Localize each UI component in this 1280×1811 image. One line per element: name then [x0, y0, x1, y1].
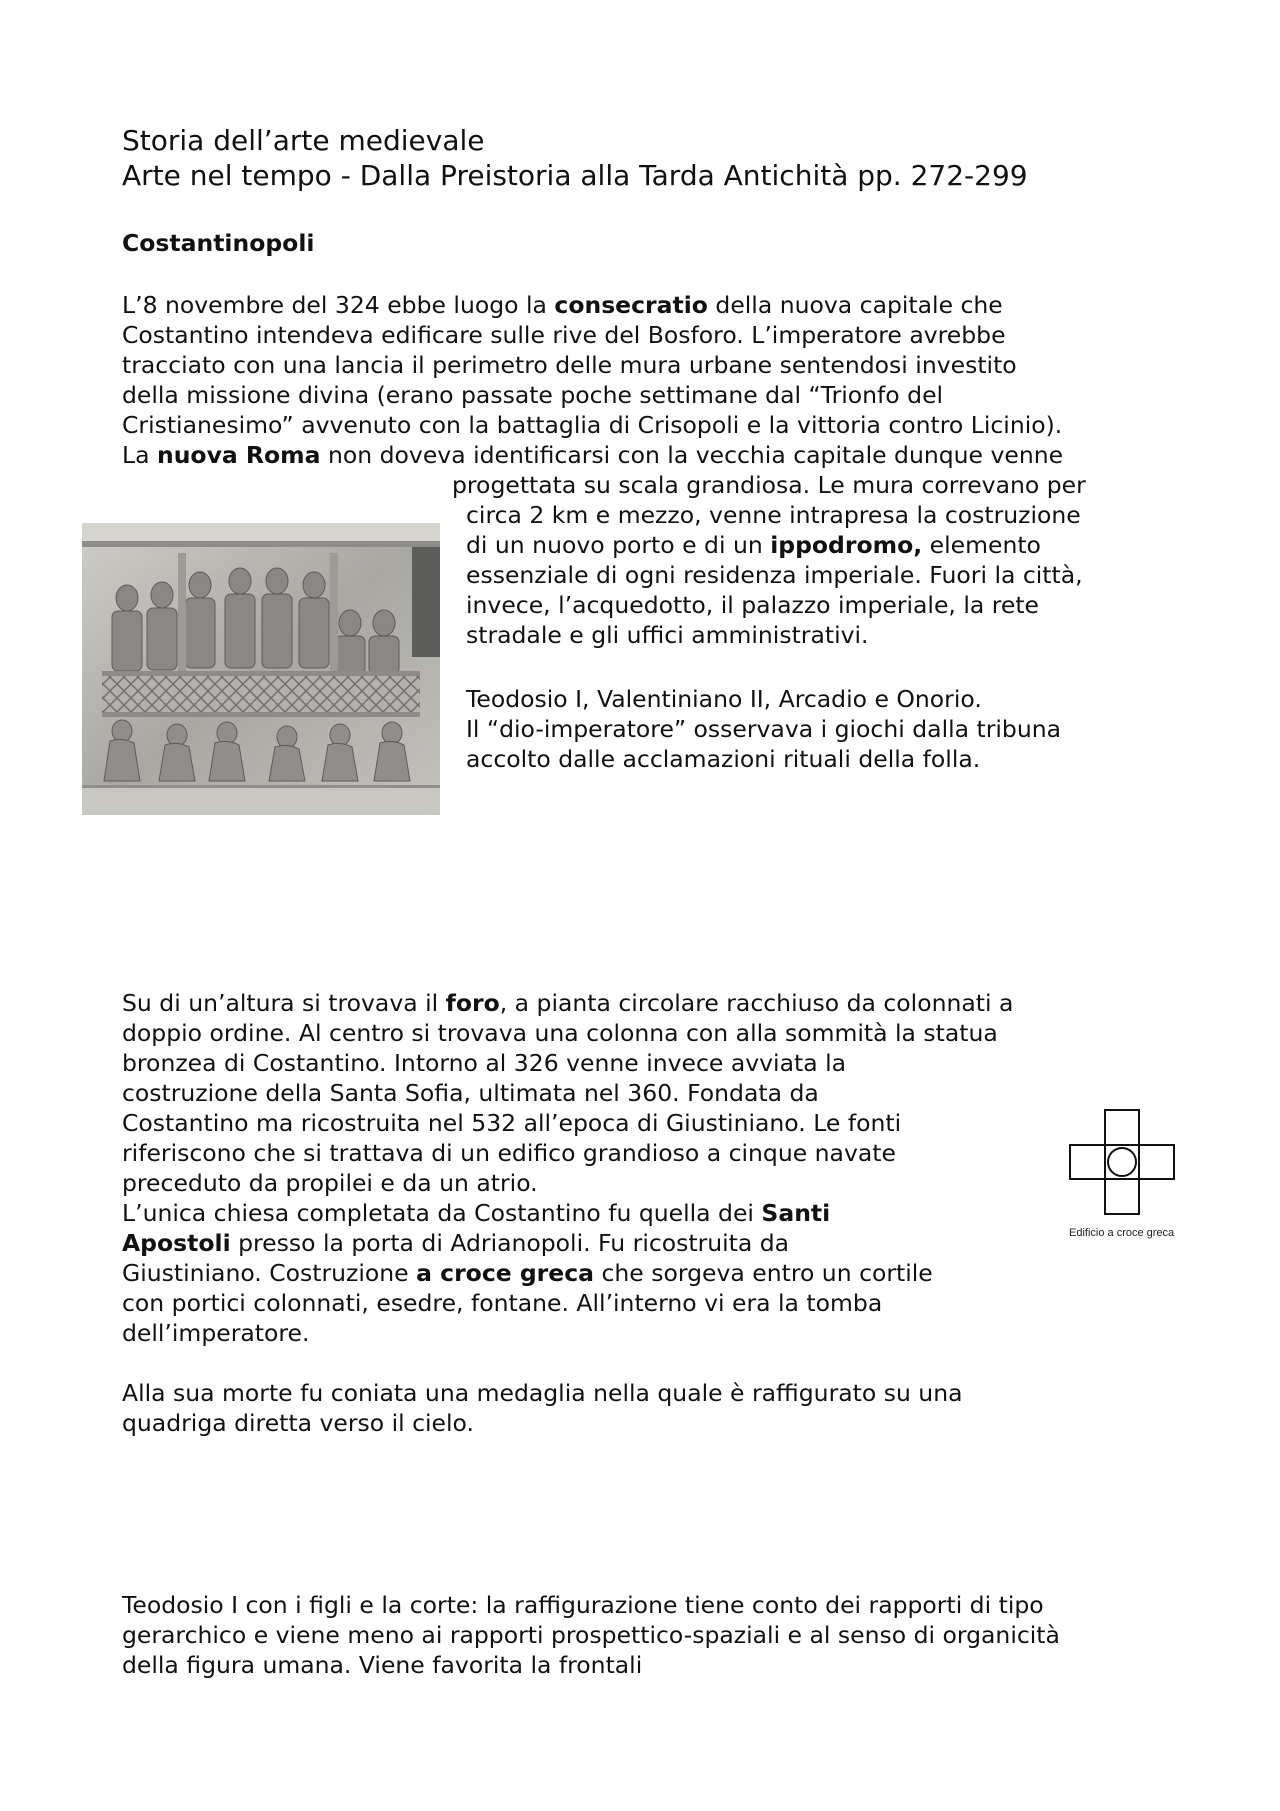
- term-nuova-roma: nuova Roma: [156, 441, 321, 469]
- para1-line8: circa 2 km e mezzo, venne intrapresa la costruzione: [466, 501, 1081, 529]
- doc-title-line2: Arte nel tempo - Dalla Preistoria alla Tarda Antichità pp. 272-299: [122, 159, 1028, 192]
- para1-line7: progettata su scala grandiosa. Le mura correvano per: [452, 471, 1086, 499]
- para2-line5: Costantino ma ricostruita nel 532 all’epoca di Giustiniano. Le fonti: [122, 1109, 902, 1137]
- para2-line1: Su di un’altura si trovava il foro, a pianta circolare racchiuso da colonnati a: [122, 989, 1014, 1017]
- term-consecratio: consecratio: [554, 291, 708, 319]
- para2-line4: costruzione della Santa Sofia, ultimata nel 360. Fondata da: [122, 1079, 819, 1107]
- greek-cross-diagram: [1069, 1109, 1175, 1215]
- para4-line3: della figura umana. Viene favorita la frontali: [122, 1651, 643, 1679]
- para1-line1: L’8 novembre del 324 ebbe luogo la consecratio della nuova capitale che: [122, 291, 1003, 319]
- para2-line8: L’unica chiesa completata da Costantino fu quella dei Santi: [122, 1199, 831, 1227]
- term-apostoli: Apostoli: [122, 1229, 231, 1257]
- image-caption-line1: Teodosio I, Valentiniano II, Arcadio e Onorio.: [466, 685, 982, 713]
- para2-line9: Apostoli presso la porta di Adrianopoli. Fu ricostruita da: [122, 1229, 790, 1257]
- para2-line11: con portici colonnati, esedre, fontane. All’interno vi era la tomba: [122, 1289, 883, 1317]
- term-santi: Santi: [761, 1199, 831, 1227]
- para1-line9: di un nuovo porto e di un ippodromo, elemento: [466, 531, 1041, 559]
- para2-line3: bronzea di Costantino. Intorno al 326 venne invece avviata la: [122, 1049, 847, 1077]
- para1-line12: stradale e gli uffici amministrativi.: [466, 621, 869, 649]
- para1-line2: Costantino intendeva edificare sulle rive del Bosforo. L’imperatore avrebbe: [122, 321, 1006, 349]
- para1-line3: tracciato con una lancia il perimetro delle mura urbane sentendosi investito: [122, 351, 1017, 379]
- image-caption-line3: accolto dalle acclamazioni rituali della folla.: [466, 745, 981, 773]
- para1-line6: La nuova Roma non doveva identificarsi con la vecchia capitale dunque venne: [122, 441, 1064, 469]
- para3-line2: quadriga diretta verso il cielo.: [122, 1409, 474, 1437]
- para2-line6: riferiscono che si trattava di un edifico grandioso a cinque navate: [122, 1139, 896, 1167]
- section-heading: Costantinopoli: [122, 229, 315, 257]
- relief-photo: [82, 523, 440, 815]
- term-croce-greca: a croce greca: [416, 1259, 595, 1287]
- para1-line11: invece, l’acquedotto, il palazzo imperiale, la rete: [466, 591, 1040, 619]
- para1-line10: essenziale di ogni residenza imperiale. Fuori la città,: [466, 561, 1083, 589]
- para2-line10: Giustiniano. Costruzione a croce greca che sorgeva entro un cortile: [122, 1259, 933, 1287]
- para2-line12: dell’imperatore.: [122, 1319, 310, 1347]
- para2-line2: doppio ordine. Al centro si trovava una colonna con alla sommità la statua: [122, 1019, 998, 1047]
- para2-line7: preceduto da propilei e da un atrio.: [122, 1169, 538, 1197]
- doc-title-line1: Storia dell’arte medievale: [122, 124, 485, 157]
- para1-line4: della missione divina (erano passate poche settimane dal “Trionfo del: [122, 381, 944, 409]
- para1-line5: Cristianesimo” avvenuto con la battaglia di Crisopoli e la vittoria contro Licinio).: [122, 411, 1063, 439]
- para3-line1: Alla sua morte fu coniata una medaglia nella quale è raffigurato su una: [122, 1379, 963, 1407]
- greek-cross-caption: Edificio a croce greca: [1069, 1227, 1175, 1239]
- image-caption-line2: Il “dio-imperatore” osservava i giochi dalla tribuna: [466, 715, 1062, 743]
- term-ippodromo: ippodromo,: [770, 531, 923, 559]
- para4-line2: gerarchico e viene meno ai rapporti prospettico-spaziali e al senso di organicità: [122, 1621, 1060, 1649]
- term-foro: foro: [445, 989, 500, 1017]
- para4-line1: Teodosio I con i figli e la corte: la raffigurazione tiene conto dei rapporti di tipo: [122, 1591, 1044, 1619]
